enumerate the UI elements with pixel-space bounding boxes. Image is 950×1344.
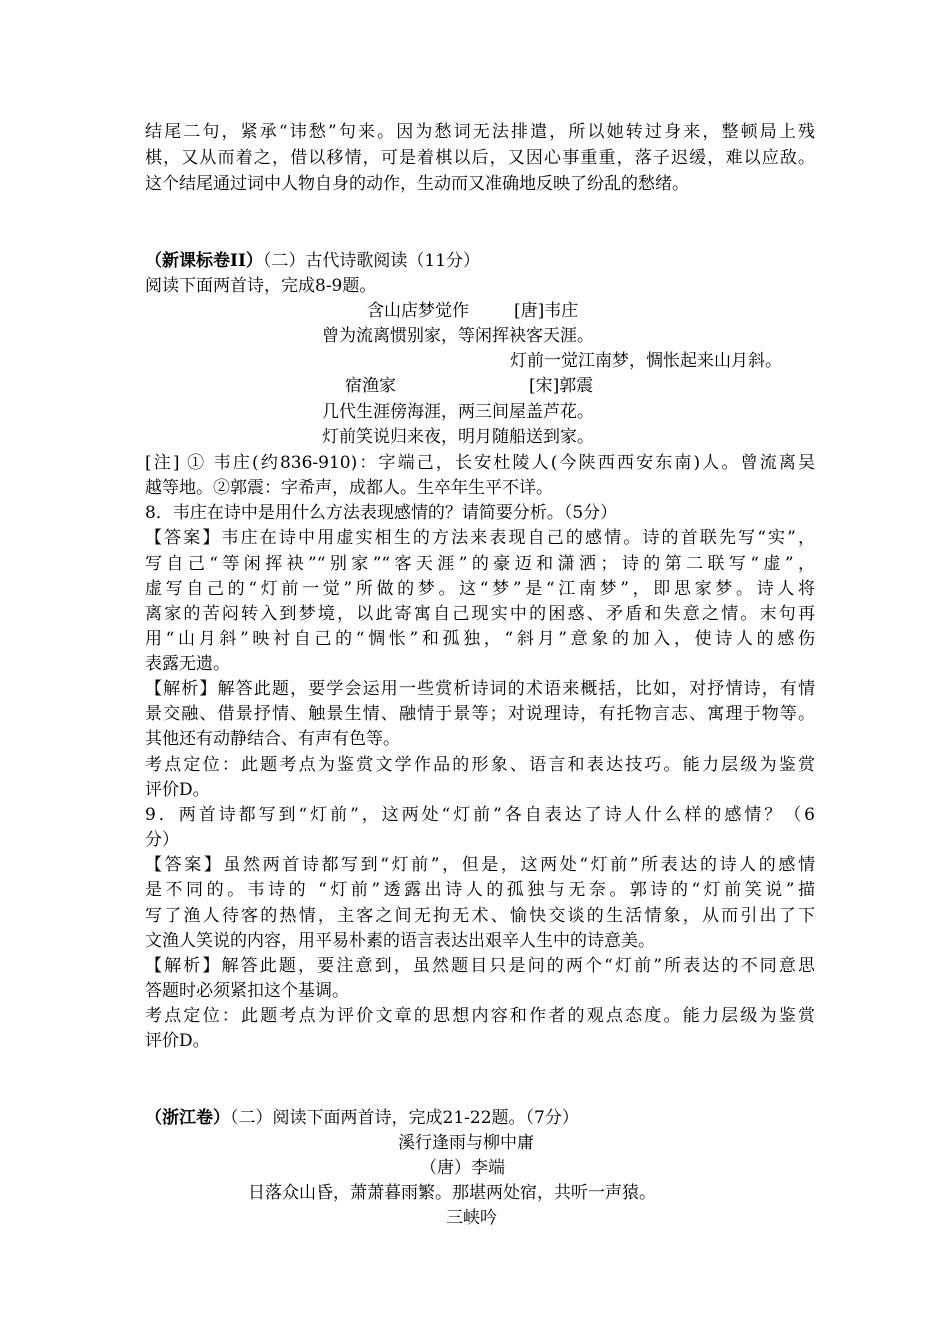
q8-answer-line-3: 虚写自己的“灯前一觉”所做的梦。这“梦”是“江南梦”，即思家梦。诗人将 xyxy=(145,579,815,599)
question-9-line-1: 9．两首诗都写到“灯前”，这两处“灯前”各自表达了诗人什么样的感情？（6 xyxy=(145,805,815,825)
section2-poem2-title: 三峡吟 xyxy=(446,1208,497,1228)
q9-analysis-line-2: 答题时必须紧扣这个基调。 xyxy=(145,981,349,1001)
section2-poem1-title: 溪行逢雨与柳中庸 xyxy=(398,1133,534,1153)
poem2-line-1: 几代生涯傍海涯，两三间屋盖芦花。 xyxy=(322,402,594,422)
q8-answer-line-1: 【答案】韦庄在诗中用虚实相生的方法来表现自己的感情。诗的首联先写“实”， xyxy=(145,528,815,548)
intro-line-2: 棋，又从而着之，借以移情，可是着棋以后，又因心事重重，落子迟缓，难以应敌。 xyxy=(145,148,815,168)
q9-answer-line-4: 文渔人笑说的内容，用平易朴素的语言表达出艰辛人生中的诗意美。 xyxy=(145,931,655,951)
q9-point-line-2: 评价D。 xyxy=(145,1031,210,1051)
intro-line-3: 这个结尾通过词中人物自身的动作，生动而又准确地反映了纷乱的愁绪。 xyxy=(145,174,689,194)
q9-analysis-line-1: 【解析】解答此题，要注意到，虽然题目只是问的两个“灯前”所表达的不同意思 xyxy=(145,956,815,976)
q9-answer-line-1: 【答案】虽然两首诗都写到“灯前”，但是，这两处“灯前”所表达的诗人的感情 xyxy=(145,855,815,875)
question-8: 8．韦庄在诗中是用什么方法表现感情的？请简要分析。（5分） xyxy=(145,503,618,523)
intro-line-1: 结尾二句，紧承“讳愁”句来。因为愁词无法排遣，所以她转过身来，整顿局上残 xyxy=(145,122,815,142)
poem1-line-2: 灯前一觉江南梦，惆怅起来山月斜。 xyxy=(510,351,782,371)
q8-analysis-line-2: 景交融、借景抒情、触景生情、融情于景等；对说理诗，有托物言志、寓理于物等。 xyxy=(145,704,815,724)
q9-answer-line-2: 是不同的。韦诗的 “灯前”透露出诗人的孤独与无奈。郭诗的“灯前笑说”描 xyxy=(145,880,815,900)
poem2-line-2: 灯前笑说归来夜，明月随船送到家。 xyxy=(322,427,594,447)
section2-poem1-body: 日落众山昏，萧萧暮雨繁。那堪两处宿，共听一声猿。 xyxy=(248,1183,656,1203)
q8-analysis-line-1: 【解析】解答此题，要学会运用一些赏析诗词的术语来概括，比如，对抒情诗，有情 xyxy=(145,679,815,699)
poem2-title: 宿渔家 xyxy=(345,376,396,396)
q9-point-line-1: 考点定位：此题考点为评价文章的思想内容和作者的观点态度。能力层级为鉴赏 xyxy=(145,1006,815,1026)
section2-poem1-author: （唐）李端 xyxy=(420,1158,505,1178)
q8-answer-line-2: 写自己“等闲挥袂”“别家”“客天涯”的豪迈和潇洒；诗的第二联写“虚”， xyxy=(145,554,815,574)
section2-source: （浙江卷） xyxy=(145,1108,230,1128)
section1-instruction: 阅读下面两首诗，完成8-9题。 xyxy=(145,276,377,296)
section2-heading xyxy=(145,1105,579,1131)
q9-answer-line-3: 写了渔人待客的热情，主客之间无拘无术、愉快交谈的生活情象，从而引出了下 xyxy=(145,906,815,926)
note-line-2: 越等地。②郭震：字希声，成都人。生卒年生平不详。 xyxy=(145,478,553,498)
q8-answer-line-5: 用“山月斜”映衬自己的“惆怅”和孤独，“斜月”意象的加入，使诗人的感伤 xyxy=(145,629,815,649)
poem1-author: [唐]韦庄 xyxy=(514,301,579,321)
section2-title: （二）阅读下面两首诗，完成21-22题。（7分） xyxy=(230,1108,579,1128)
poem1-line-1: 曾为流离惯别家，等闲挥袂客天涯。 xyxy=(322,326,594,346)
poem2-author: [宋]郭震 xyxy=(529,376,594,396)
q8-point-line-2: 评价D。 xyxy=(145,780,210,800)
section1-title: （二）古代诗歌阅读（11分） xyxy=(262,251,481,271)
q8-analysis-line-3: 其他还有动静结合、有声有色等。 xyxy=(145,729,400,749)
section1-heading xyxy=(145,248,480,274)
note-line-1: [注] ① 韦庄(约836-910)：字端己，长安杜陵人(今陕西西安东南)人。曾流离吴 xyxy=(145,453,815,473)
section1-source: （新课标卷II） xyxy=(145,251,263,271)
q8-point-line-1: 考点定位：此题考点为鉴赏文学作品的形象、语言和表达技巧。能力层级为鉴赏 xyxy=(145,755,815,775)
question-9-line-2: 分） xyxy=(145,830,179,850)
poem1-title: 含山店梦觉作 xyxy=(367,301,469,321)
q8-answer-line-6: 表露无遗。 xyxy=(145,654,230,674)
q8-answer-line-4: 离家的苦闷转入到梦境，以此寄寓自己现实中的困惑、矛盾和失意之情。末句再 xyxy=(145,604,815,624)
